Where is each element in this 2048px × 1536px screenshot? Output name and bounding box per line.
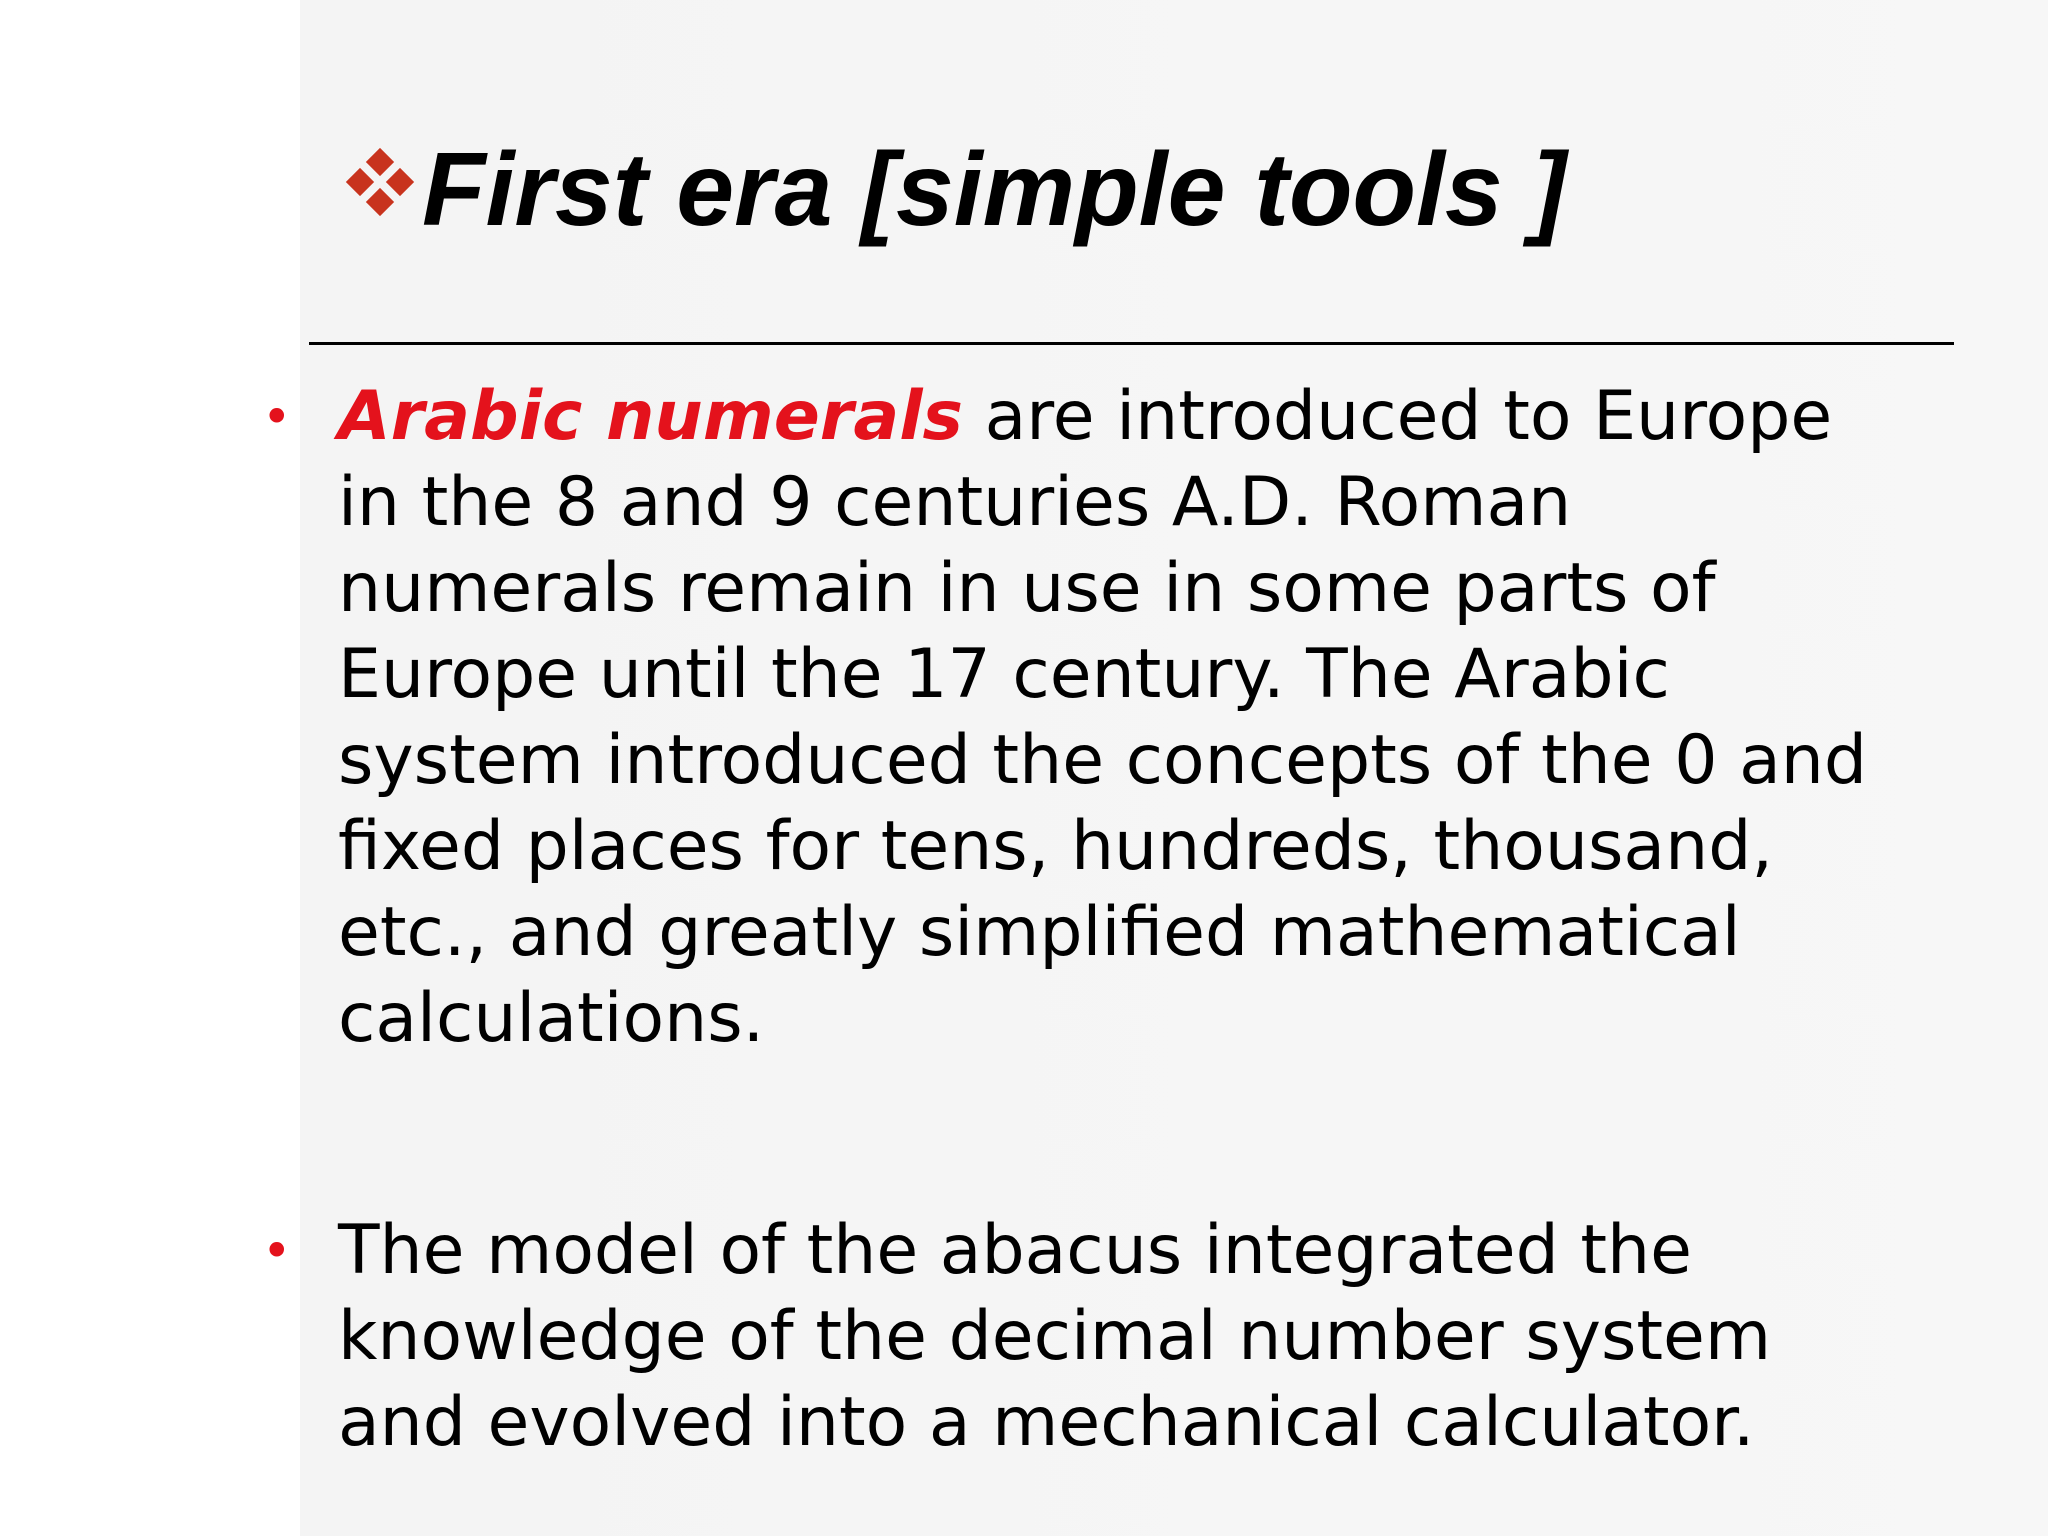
bullet-item-abacus — [252, 1208, 1992, 1466]
bullet-icon: • — [262, 1222, 292, 1280]
title-row — [336, 128, 1566, 258]
bullet-line: system introduced the concepts of the 0 and — [338, 721, 1868, 800]
bullet-line: knowledge of the decimal number system — [338, 1297, 1772, 1376]
bullet-list — [252, 374, 1992, 1466]
bullet-line: The model of the abacus integrated the — [338, 1211, 1692, 1290]
title-divider — [309, 342, 1954, 345]
bullet-line: Europe until the 17 century. The Arabic — [338, 635, 1670, 714]
four-diamond-bullet-icon — [336, 140, 426, 230]
bullet-line: fixed places for tens, hundreds, thousand, — [338, 807, 1773, 886]
bullet-line: calculations. — [338, 979, 765, 1058]
bullet-line: etc., and greatly simplified mathematical — [338, 893, 1741, 972]
bullet-text: are introduced to Europe — [963, 377, 1833, 456]
bullet-line — [338, 374, 1992, 460]
bullet-line: and evolved into a mechanical calculator. — [338, 1383, 1755, 1462]
bullet-item-arabic-numerals — [252, 374, 1992, 1062]
bullet-icon: • — [262, 388, 292, 446]
bullet-line: in the 8 and 9 centuries A.D. Roman — [338, 463, 1572, 542]
slide-title: First era [simple tools ] — [422, 132, 1567, 248]
bullet-line: numerals remain in use in some parts of — [338, 549, 1716, 628]
emphasized-term: Arabic numerals — [338, 377, 964, 456]
